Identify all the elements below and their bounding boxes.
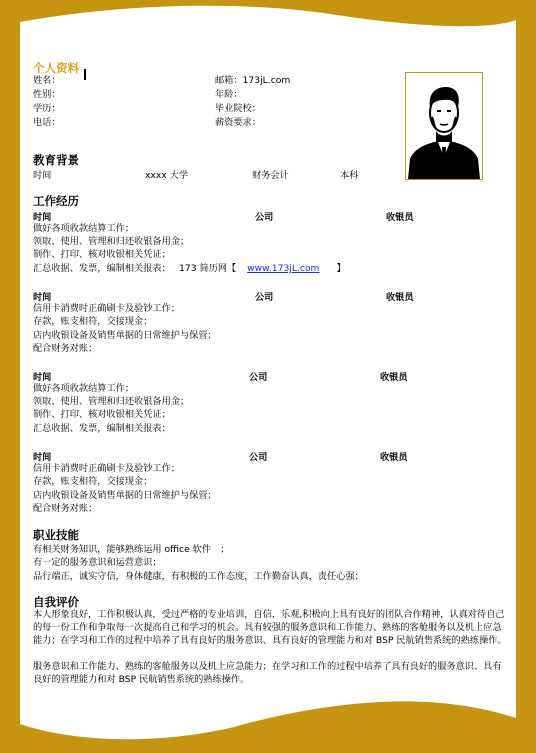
job-time: 时间 <box>33 452 52 463</box>
text-cursor <box>84 69 86 80</box>
job-time: 时间 <box>33 372 52 383</box>
promo-prefix: 173 简历网【 <box>179 263 237 274</box>
education-time: 时间 <box>33 170 52 181</box>
job-duty: 存款，账支相符，交接现金； <box>33 476 153 487</box>
promo-suffix: 】 <box>336 263 346 274</box>
job-duty: 制作、打印、核对收银相关凭证； <box>33 409 171 420</box>
section-title-skills: 职业技能 <box>33 528 79 542</box>
job-duty: 店内收银设备及销售单据的日常维护与保管； <box>33 330 217 341</box>
skill-line: 有相关财务知识，能够熟练运用 office 软件 ； <box>33 544 230 555</box>
job-position: 收银员 <box>386 212 414 223</box>
profile-photo <box>405 72 483 180</box>
gender-label: 性别： <box>33 89 61 100</box>
education-school: xxxx 大学 <box>145 170 189 181</box>
section-title-personal: 个人资料 <box>33 61 79 75</box>
name-label: 姓名： <box>33 75 61 86</box>
email-label: 邮箱：173jL.com <box>215 75 291 86</box>
promo-line <box>179 262 346 275</box>
job-duty: 信用卡消费时正确刷卡及验钞工作； <box>33 303 180 314</box>
promo-link[interactable]: www.173jL.com <box>247 263 320 274</box>
skill-line: 品行端正，诚实守信，身体健康，有积极的工作态度，工作勤奋认真，责任心强； <box>33 571 364 582</box>
skill-line: 有一定的服务意识和运营意识； <box>33 557 162 568</box>
salary-label: 薪资要求： <box>215 117 261 128</box>
job-duty: 制作、打印、核对收银相关凭证； <box>33 249 171 260</box>
education-major: 财务会计 <box>252 170 289 181</box>
job-duty: 做好各项收款结算工作； <box>33 223 135 234</box>
school-label: 毕业院校： <box>215 103 261 114</box>
education-degree: 本科 <box>340 170 359 181</box>
job-position: 收银员 <box>386 292 414 303</box>
job-company: 公司 <box>255 212 274 223</box>
job-duty: 店内收银设备及销售单据的日常维护与保管； <box>33 490 217 501</box>
evaluation-paragraph: 本人形象良好，工作积极认真，受过严格的专业培训，自信，乐观,积极向上具有良好的团队合作精神，认真对待自己的每一份工作和争取每一次提高自己和学习的机会。具有较强的服务意识和工作能力、熟练的客舱服务以及机上应急能力；在学习和工作的过程中培养了具有良好的服务意识、具有良好的管理能力和对 BSP 民航销售系统的熟练操作。 <box>33 609 507 646</box>
education-label: 学历： <box>33 103 61 114</box>
age-label: 年龄： <box>215 89 243 100</box>
job-duty: 汇总收据、发票，编制相关报表； <box>33 263 171 274</box>
section-title-education: 教育背景 <box>33 153 79 167</box>
evaluation-paragraph: 服务意识和工作能力、熟练的客舱服务以及机上应急能力；在学习和工作的过程中培养了具有良好的服务意识、具有良好的管理能力和对 BSP 民航销售系统的熟练操作。 <box>33 661 502 685</box>
job-position: 收银员 <box>380 372 408 383</box>
job-duty: 存款，账支相符，交接现金； <box>33 316 153 327</box>
job-duty: 配合财务对账； <box>33 343 98 354</box>
job-duty: 领取、使用、管理和归还收银备用金； <box>33 396 190 407</box>
job-duty: 做好各项收款结算工作； <box>33 383 135 394</box>
person-silhouette-icon <box>406 73 482 179</box>
job-time: 时间 <box>33 212 52 223</box>
job-company: 公司 <box>249 452 268 463</box>
phone-label: 电话： <box>33 117 61 128</box>
job-company: 公司 <box>255 292 274 303</box>
job-duty: 汇总收据、发票，编制相关报表； <box>33 423 171 434</box>
section-title-evaluation: 自我评价 <box>33 595 79 609</box>
job-time: 时间 <box>33 292 52 303</box>
section-title-work: 工作经历 <box>33 194 79 208</box>
job-duty: 配合财务对账； <box>33 503 98 514</box>
job-duty: 领取、使用、管理和归还收银备用金； <box>33 236 190 247</box>
job-company: 公司 <box>249 372 268 383</box>
job-duty: 信用卡消费时正确刷卡及验钞工作； <box>33 463 180 474</box>
job-position: 收银员 <box>380 452 408 463</box>
